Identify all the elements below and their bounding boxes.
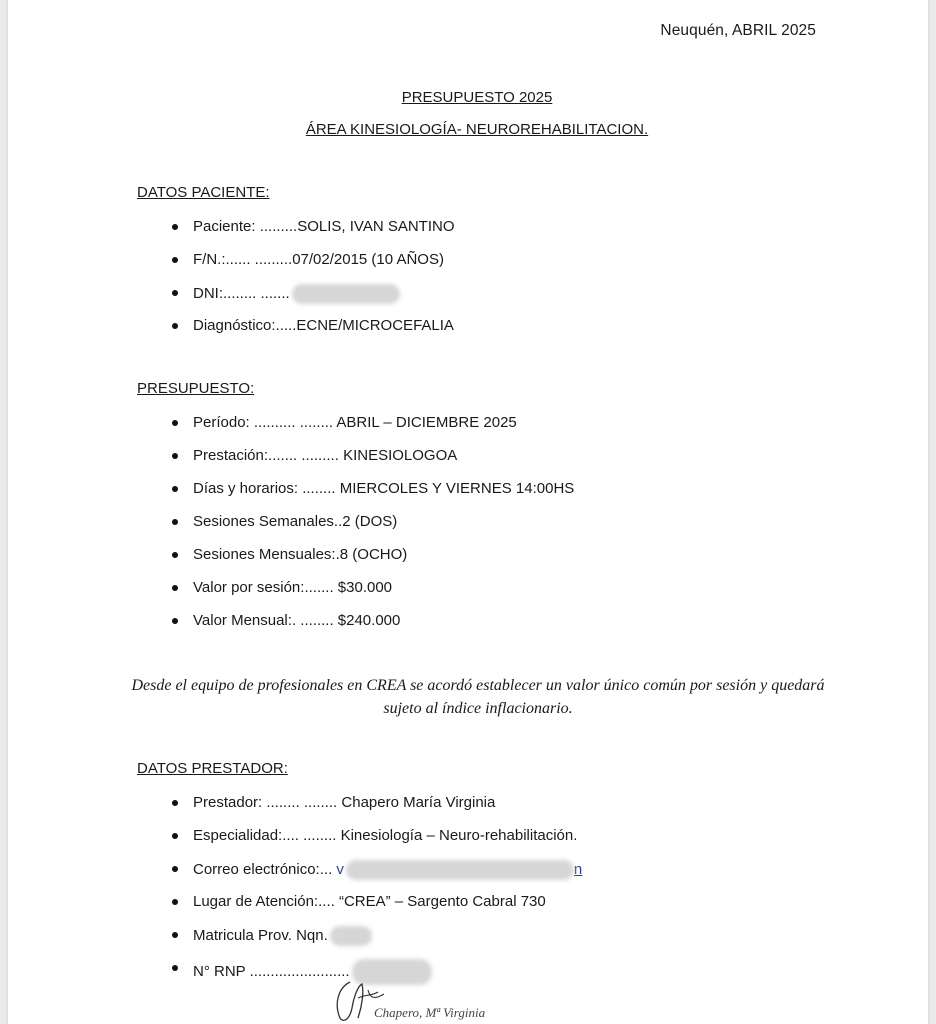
budget-period-item: [158, 414, 798, 447]
bullet-icon: [172, 618, 178, 624]
item-filler: ...: [319, 860, 337, 878]
provider-specialty-item: [158, 827, 798, 860]
bullet-icon: [172, 585, 178, 591]
item-filler: ...... .........: [225, 251, 293, 268]
email-link-tail[interactable]: n: [573, 860, 583, 878]
bullet-icon: [172, 224, 178, 230]
patient-birthdate-item: [158, 251, 798, 284]
item-label: Paciente:: [193, 218, 256, 235]
item-value: MIERCOLES Y VIERNES 14:00HS: [339, 480, 575, 497]
redacted-license: [330, 926, 372, 946]
location-date: Neuquén, ABRIL 2025: [660, 22, 816, 39]
budget-schedule-item: [158, 480, 798, 513]
patient-dni-item: [158, 284, 798, 317]
item-label: Valor Mensual:: [193, 612, 292, 629]
bullet-icon: [172, 420, 178, 426]
bullet-icon: [172, 486, 178, 492]
item-value: ABRIL – DICIEMBRE 2025: [336, 414, 517, 431]
budget-weekly-sessions-item: [158, 513, 798, 546]
bullet-icon: [172, 965, 178, 971]
item-filler: .... ........: [282, 827, 341, 844]
item-filler: .......... ........: [249, 414, 337, 431]
item-value: $30.000: [337, 579, 393, 596]
provider-email-item: [158, 860, 798, 893]
bullet-icon: [172, 800, 178, 806]
budget-session-price-item: [158, 579, 798, 612]
document-title: PRESUPUESTO 2025: [401, 89, 553, 106]
email-link[interactable]: v: [336, 860, 344, 878]
item-value: $240.000: [337, 612, 401, 629]
item-label: Correo electrónico:: [193, 860, 320, 878]
item-filler: .: [323, 926, 328, 944]
budget-service-item: [158, 447, 798, 480]
item-value: “CREA” – Sargento Cabral 730: [338, 893, 546, 910]
pricing-note: Desde el equipo de profesionales en CREA se acordó establecer un valor único común por sesión y quedará sujeto al índice inflacionario.: [131, 677, 825, 717]
budget-monthly-sessions-item: [158, 546, 798, 579]
item-filler: .....: [275, 317, 297, 334]
item-label: Prestador:: [193, 794, 263, 811]
item-label: Sesiones Mensuales:: [193, 546, 336, 563]
item-filler: ....... .........: [268, 447, 344, 464]
bullet-icon: [172, 257, 178, 263]
bullet-icon: [172, 290, 178, 296]
document-subtitle: ÁREA KINESIOLOGÍA- NEUROREHABILITACION.: [305, 121, 649, 138]
signature-name: Chapero, Mª Virginia: [374, 1005, 486, 1020]
provider-location-item: [158, 893, 798, 926]
redacted-email: [346, 860, 574, 880]
item-value: Chapero María Virginia: [341, 794, 496, 811]
budget-section-heading: PRESUPUESTO:: [137, 380, 255, 397]
bullet-icon: [172, 323, 178, 329]
bullet-icon: [172, 866, 178, 872]
item-filler: ..: [333, 513, 343, 530]
patient-section-heading: DATOS PACIENTE:: [137, 184, 270, 201]
item-label: Lugar de Atención:: [193, 893, 319, 910]
item-filler: ........................: [245, 962, 350, 980]
document-page: [8, 0, 928, 1024]
item-label: DNI:: [193, 284, 223, 302]
item-label: Días y horarios:: [193, 480, 299, 497]
provider-list: [158, 794, 798, 992]
bullet-icon: [172, 552, 178, 558]
item-filler: .......: [304, 579, 338, 596]
item-label: Valor por sesión:: [193, 579, 305, 596]
bullet-icon: [172, 453, 178, 459]
item-filler: .........: [255, 218, 298, 235]
patient-diagnosis-item: [158, 317, 798, 350]
item-filler: ........: [298, 480, 340, 497]
item-value: 07/02/2015 (10 AÑOS): [292, 251, 444, 268]
provider-section-heading: DATOS PRESTADOR:: [137, 760, 288, 777]
item-value: 2 (DOS): [342, 513, 398, 530]
item-label: Diagnóstico:: [193, 317, 276, 334]
item-filler: ....: [318, 893, 339, 910]
bullet-icon: [172, 833, 178, 839]
item-label: Sesiones Semanales: [193, 513, 334, 530]
item-label: Período:: [193, 414, 250, 431]
budget-list: [158, 414, 798, 645]
bullet-icon: [172, 519, 178, 525]
item-value: 8 (OCHO): [339, 546, 408, 563]
budget-monthly-price-item: [158, 612, 798, 645]
provider-license-item: [158, 926, 798, 959]
patient-name-item: [158, 218, 798, 251]
item-value: SOLIS, IVAN SANTINO: [297, 218, 455, 235]
item-filler: . ........: [291, 612, 338, 629]
item-value: Kinesiología – Neuro-rehabilitación.: [340, 827, 578, 844]
item-label: F/N.:: [193, 251, 226, 268]
provider-name-item: [158, 794, 798, 827]
item-label: N° RNP: [193, 962, 246, 980]
patient-list: [158, 218, 798, 350]
bullet-icon: [172, 899, 178, 905]
item-filler: ........ ........: [262, 794, 342, 811]
item-filler: ........ .......: [223, 284, 290, 302]
item-label: Prestación:: [193, 447, 269, 464]
bullet-icon: [172, 932, 178, 938]
item-value: KINESIOLOGOA: [343, 447, 458, 464]
item-filler: .: [335, 546, 340, 563]
signature: [328, 978, 548, 1024]
item-value: ECNE/MICROCEFALIA: [296, 317, 454, 334]
item-label: Especialidad:: [193, 827, 283, 844]
redacted-dni: [292, 284, 400, 304]
item-label: Matricula Prov. Nqn: [193, 926, 324, 944]
